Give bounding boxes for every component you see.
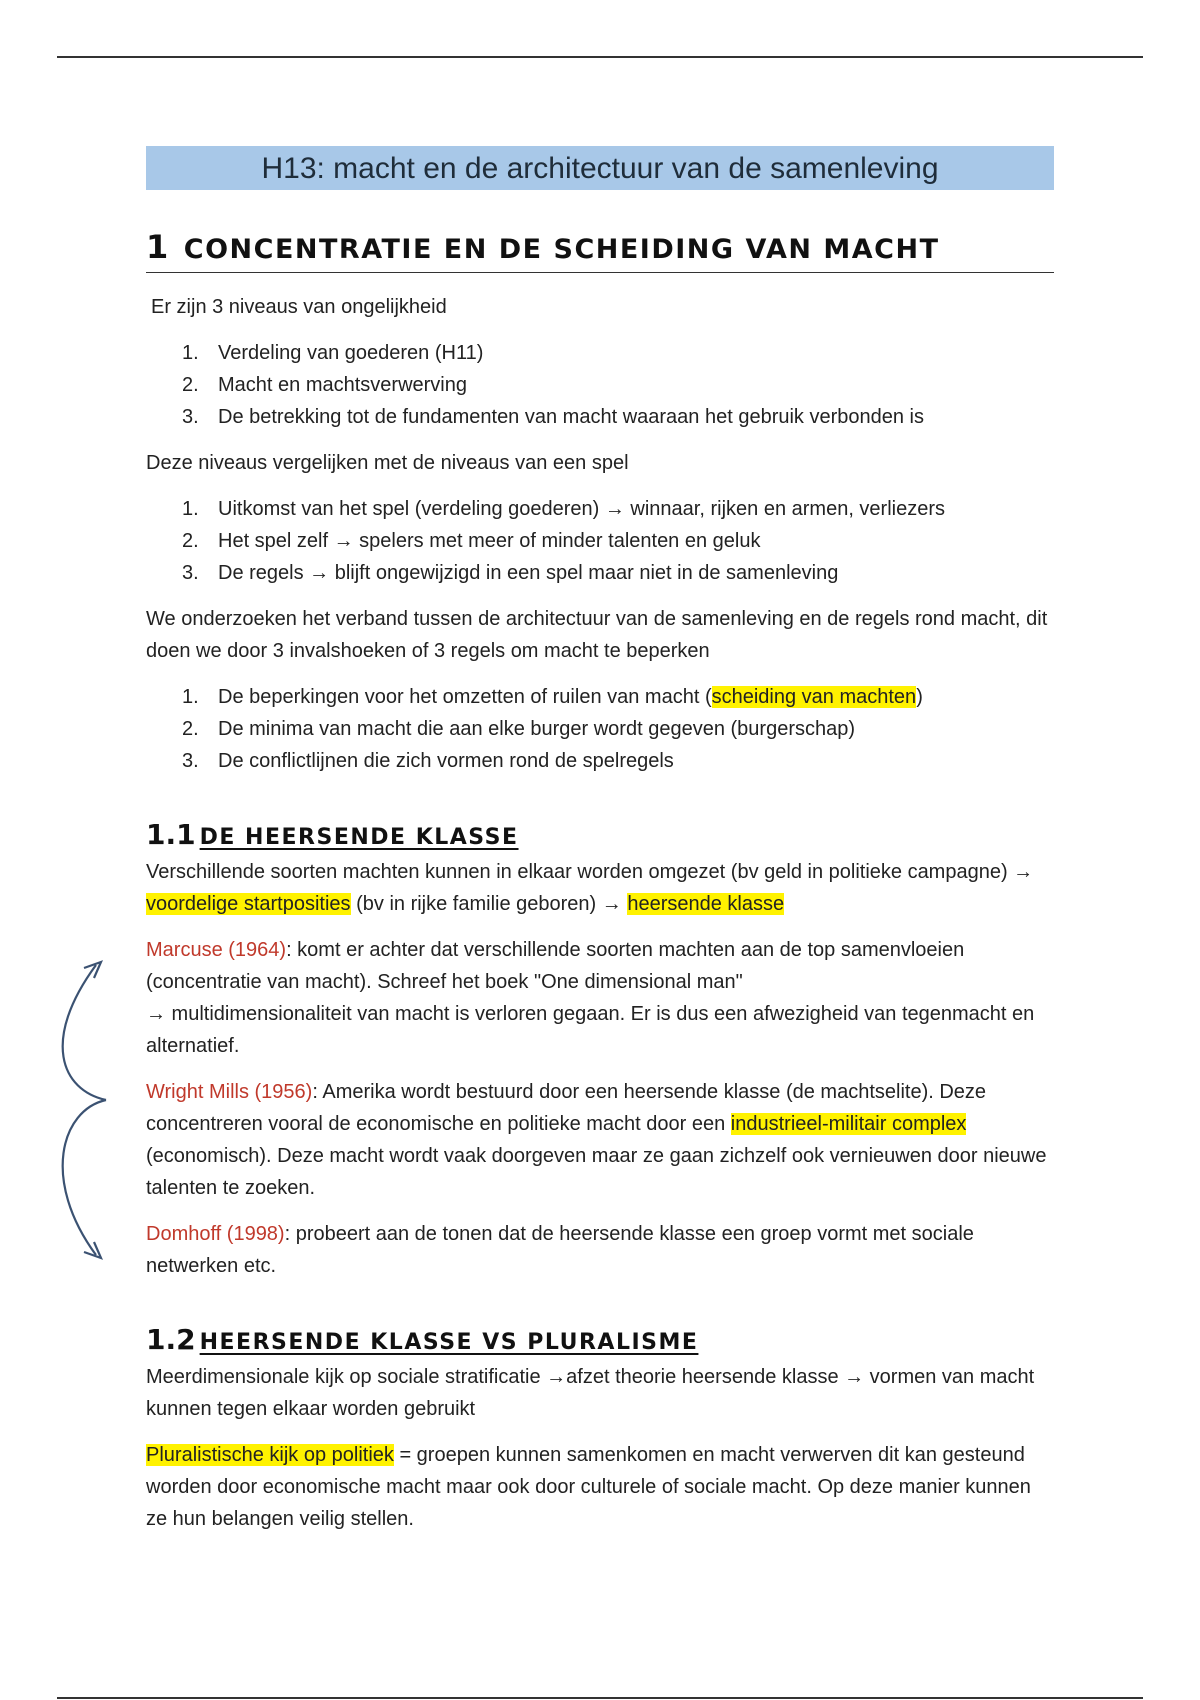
list-item: 2. Macht en machtsverwerving (182, 374, 467, 396)
stratification-paragraph: Meerdimensionale kijk op sociale stratificatie →afzet theorie heersende klasse → vormen van macht kunnen tegen elkaar worden gebruikt (146, 1366, 1035, 1420)
curved-arrows-icon (46, 950, 116, 1270)
section-1-1-number: 1.1 (146, 818, 196, 851)
author-name: Marcuse (1964) (146, 939, 287, 961)
intro-paragraph: Er zijn 3 niveaus van ongelijkheid (151, 296, 447, 318)
section-1-title: CONCENTRATIE EN DE SCHEIDING VAN MACHT (183, 234, 940, 265)
list-item: 3. De betrekking tot de fundamenten van macht waaraan het gebruik verbonden is (182, 406, 924, 428)
section-1-number: 1 (146, 228, 170, 266)
footer-rule (57, 1697, 1143, 1699)
section-1-2-heading (146, 1322, 1054, 1361)
game-paragraph: Deze niveaus vergelijken met de niveaus van een spel (146, 452, 629, 474)
author-name: Wright Mills (1956) (146, 1081, 313, 1103)
conversion-paragraph: Verschillende soorten machten kunnen in elkaar worden omgezet (bv geld in politieke campagne) → voordelige startposities (bv in rijke familie geboren) → heersende klasse (146, 861, 1034, 915)
list-item: 2. Het spel zelf → spelers met meer of minder talenten en geluk (182, 530, 761, 552)
section-1-heading (146, 228, 1054, 273)
highlight: heersende klasse (627, 893, 785, 915)
document-title: H13: macht en de architectuur van de samenleving (146, 146, 1054, 190)
highlight: Pluralistische kijk op politiek (146, 1444, 394, 1466)
marcuse-paragraph: Marcuse (1964): komt er achter dat verschillende soorten machten aan de top samenvloeien (concentratie van macht). Schreef het boek "One dimensional man" → multidimensionaliteit van macht is verloren gegaan. Er is dus een afwezigheid van tegenmacht en alternatief. (146, 939, 1035, 1057)
game-levels-list (146, 493, 1054, 589)
section-1-2-number: 1.2 (146, 1323, 196, 1356)
research-paragraph: We onderzoeken het verband tussen de architectuur van de samenleving en de regels rond macht, dit doen we door 3 invalshoeken of 3 regels om macht te beperken (146, 608, 1048, 662)
document-page (146, 146, 1054, 1535)
header-rule (57, 56, 1143, 58)
list-item: 1. De beperkingen voor het omzetten of ruilen van macht (scheiding van machten) (182, 686, 923, 708)
pluralism-paragraph: Pluralistische kijk op politiek = groepen kunnen samenkomen en macht verwerven dit kan gesteund worden door economische macht maar ook door culturele of sociale macht. Op deze manier kunnen ze hun belangen veilig stellen. (146, 1444, 1031, 1530)
author-name: Domhoff (1998) (146, 1223, 285, 1245)
mills-paragraph: Wright Mills (1956): Amerika wordt bestuurd door een heersende klasse (de machtselite). Deze concentreren vooral de economische en politieke macht door een industrieel-militair complex (economisch). Deze macht wordt vaak doorgeven maar ze gaan zichzelf ook vernieuwen door nieuwe talenten te zoeken. (146, 1081, 1047, 1199)
list-item: 3. De regels → blijft ongewijzigd in een spel maar niet in de samenleving (182, 562, 839, 584)
section-1-2-title: HEERSENDE KLASSE VS PLURALISME (199, 1330, 699, 1355)
highlight: scheiding van machten (711, 686, 917, 708)
list-item: 3. De conflictlijnen die zich vormen rond de spelregels (182, 750, 674, 772)
section-1-1-title: DE HEERSENDE KLASSE (199, 825, 519, 850)
section-1-1-heading (146, 817, 1054, 856)
inequality-levels-list (146, 337, 1054, 433)
list-item: 1. Uitkomst van het spel (verdeling goederen) → winnaar, rijken en armen, verliezers (182, 498, 946, 520)
list-item: 2. De minima van macht die aan elke burger wordt gegeven (burgerschap) (182, 718, 856, 740)
domhoff-paragraph: Domhoff (1998): probeert aan de tonen dat de heersende klasse een groep vormt met sociale netwerken etc. (146, 1223, 974, 1277)
highlight: voordelige startposities (146, 893, 351, 915)
highlight: industrieel-militair complex (730, 1113, 967, 1135)
power-rules-list (146, 681, 1054, 777)
list-item: 1. Verdeling van goederen (H11) (182, 342, 484, 364)
